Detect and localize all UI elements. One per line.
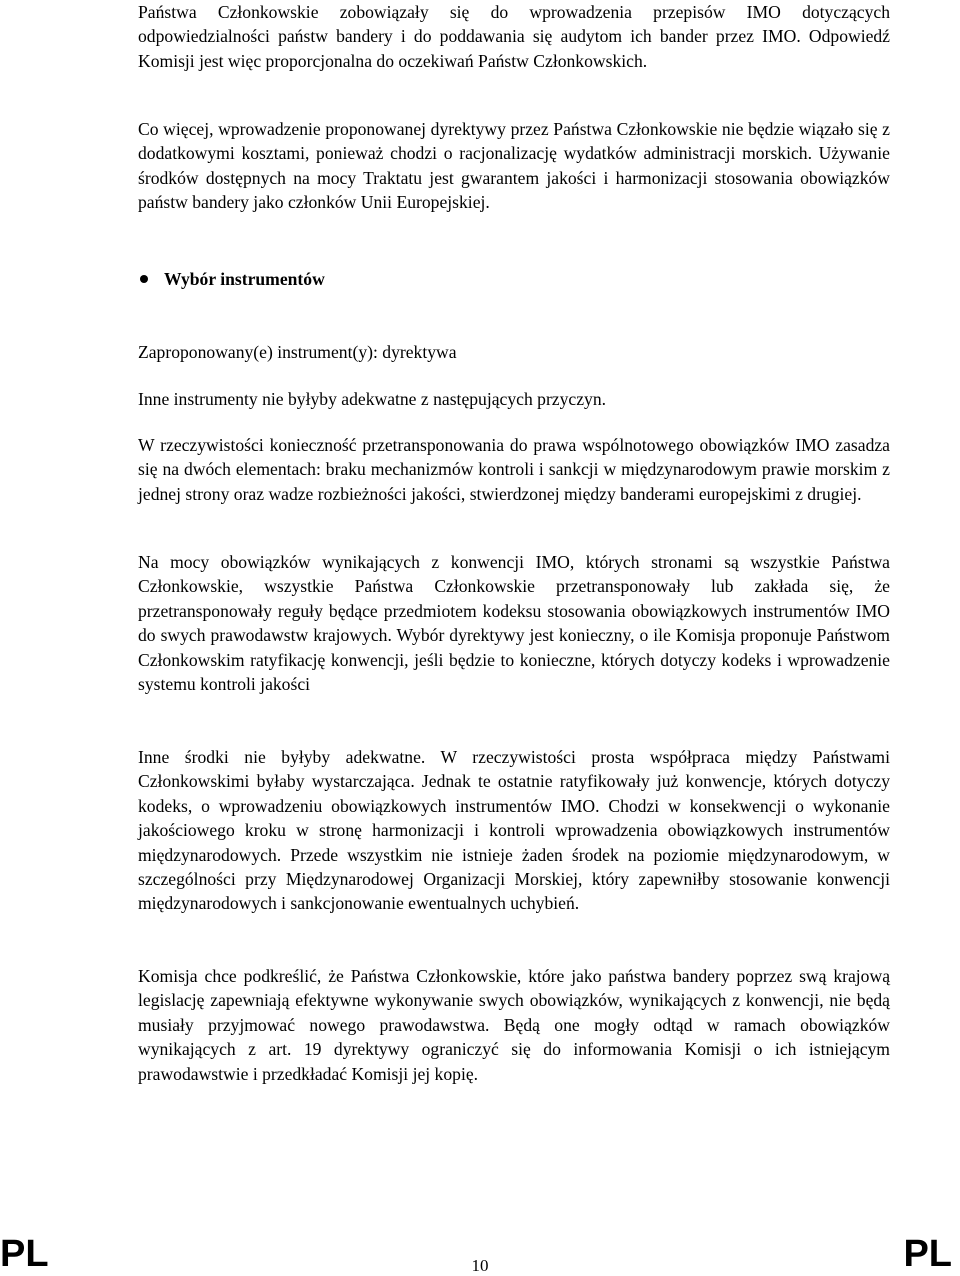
bullet-dot-icon bbox=[140, 275, 148, 283]
paragraph-no-additional-costs: Co więcej, wprowadzenie proponowanej dyrektywy przez Państwa Członkowskie nie będzie wiązało się z dodatkowymi kosztami, ponieważ chodzi o racjonalizację wydatków administracji morskich. Używanie środków dostępnych na mocy Traktatu jest gwarantem jakości i harmonizacji stosowania obowiązków państw bandery jako członków Unii Europejskiej. bbox=[138, 119, 890, 213]
paragraph-member-states-obligations: Państwa Członkowskie zobowiązały się do wprowadzenia przepisów IMO dotyczących odpowiedzialności państw bandery i do poddawania się audytom ich bander przez IMO. Odpowiedź Komisji jest więc proporcjonalna do oczekiwań Państw Członkowskich. bbox=[138, 2, 890, 71]
paragraph-other-measures: Inne środki nie byłyby adekwatne. W rzeczywistości prosta współpraca między Państwami Członkowskimi byłaby wystarczająca. Jednak te ostatnie ratyfikowały już konwencje, których dotyczy kodeks, o wprowadzeniu obowiązkowych instrumentów IMO. Chodzi w konsekwencji o wykonanie jakościowego kroku w stronę harmonizacji i kontroli wprowadzenia obowiązkowych instrumentów międzynarodowych. Przede wszystkim nie istnieje żaden środek na poziomie międzynarodowym, w szczególności przy Międzynarodowej Organizacji Morskiej, który zapewniłby stosowanie konwencji międzynarodowych i sankcjonowanie ewentualnych uchybień. bbox=[138, 747, 890, 914]
paragraph-proposed-instrument: Zaproponowany(e) instrument(y): dyrektywa bbox=[138, 342, 457, 362]
paragraph-commission-emphasis: Komisja chce podkreślić, że Państwa Członkowskie, które jako państwa bandery poprzez swą krajową legislację zapewniają efektywne wykonywanie swych obowiązków, wynikających z konwencji, nie będą musiały przyjmować nowego prawodawstwa. Będą one mogły odtąd w ramach obowiązków wynikających z art. 19 dyrektywy ograniczyć się do informowania Komisji o ich istniejącym prawodawstwie i przedkładać Komisji jej kopię. bbox=[138, 966, 890, 1084]
bullet-heading-text: Wybór instrumentów bbox=[164, 269, 325, 289]
footer-language-code-left: PL bbox=[0, 1233, 49, 1275]
paragraph-transposition-necessity: W rzeczywistości konieczność przetransponowania do prawa wspólnotowego obowiązków IMO zasadza się na dwóch elementach: braku mechanizmów kontroli i sankcji w międzynarodowym prawie morskim z jednej strony oraz wadze rozbieżności jakości, stwierdzonej między banderami europejskimi z drugiej. bbox=[138, 435, 890, 504]
bullet-heading-instrument-choice bbox=[138, 267, 890, 291]
paragraph-imo-conventions: Na mocy obowiązków wynikających z konwencji IMO, których stronami są wszystkie Państwa Członkowskie, wszystkie Państwa Członkowskie przetransponowały lub zakłada się, że przetransponowały reguły będące przedmiotem kodeksu stosowania obowiązkowych instrumentów IMO do swych prawodawstw krajowych. Wybór dyrektywy jest konieczny, o ile Komisja proponuje Państwom Członkowskim ratyfikację konwencji, jeśli będzie to konieczne, których dotyczy kodeks i wprowadzenie systemu kontroli jakości bbox=[138, 552, 890, 695]
paragraph-other-instruments: Inne instrumenty nie byłyby adekwatne z następujących przyczyn. bbox=[138, 389, 607, 409]
footer-language-code-right: PL bbox=[903, 1233, 952, 1275]
page-number: 10 bbox=[471, 1256, 489, 1275]
